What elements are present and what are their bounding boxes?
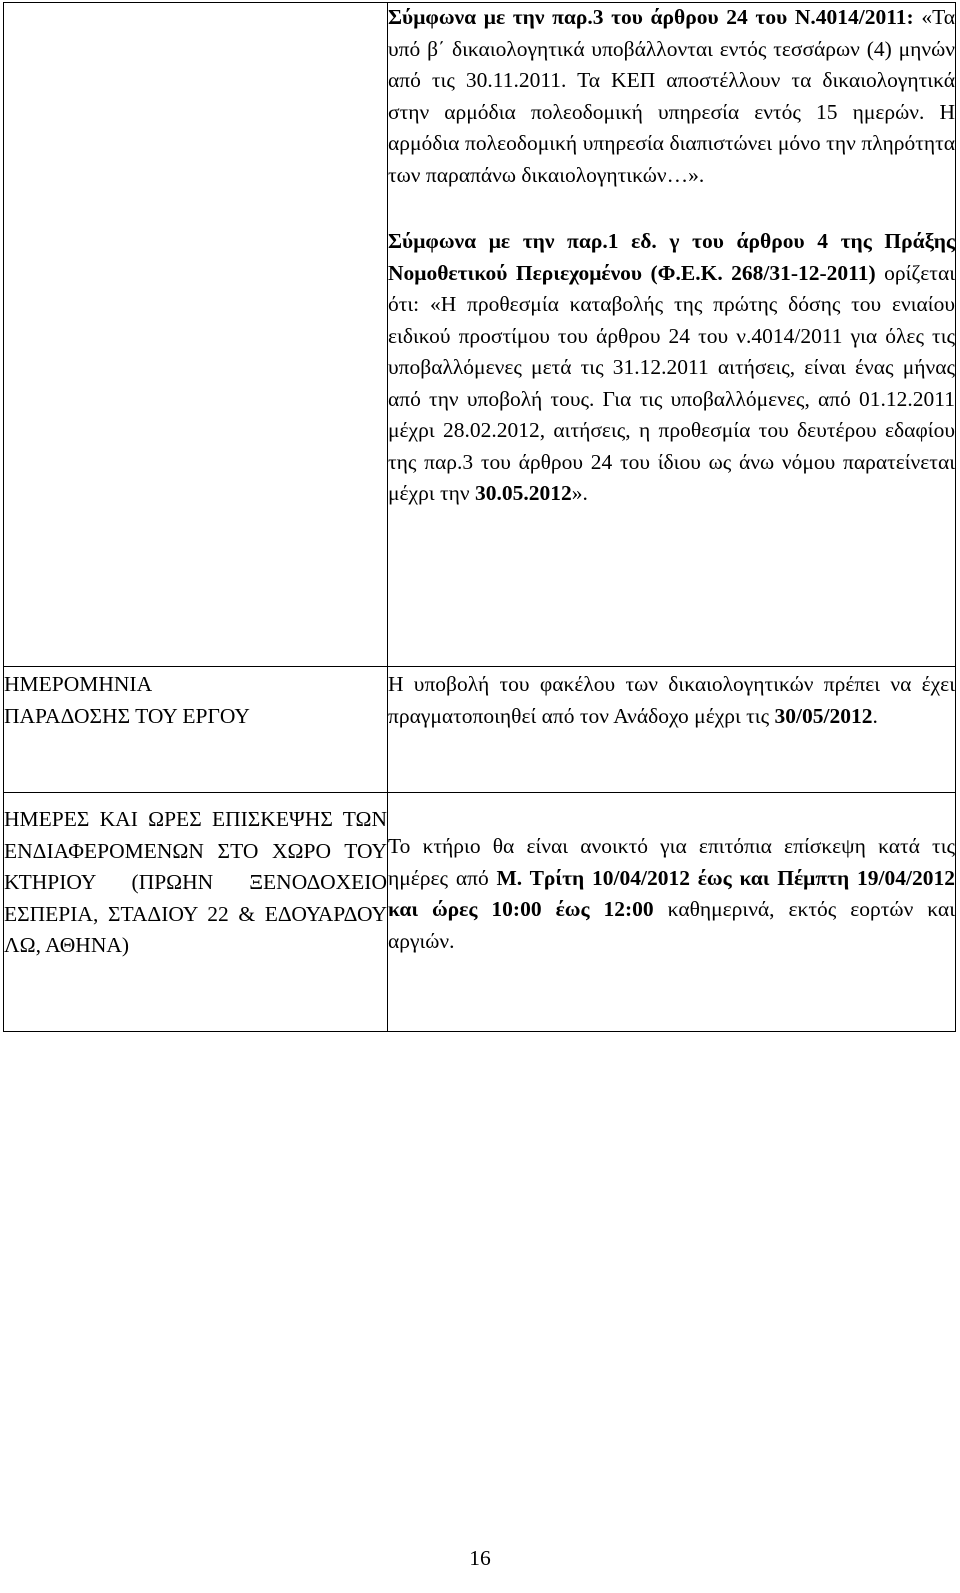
text-run-bold: Μ. Τρίτη 10/04/2012 έως και Πέμπτη 19/04/2012 και ώρες 10:00 έως 12:00	[388, 865, 955, 921]
text-run: ορίζεται ότι: «Η προθεσμία καταβολής της πρώτης δόσης του ενιαίου ειδικού προστίμου του άρθρου 24 του ν.4014/2011 για όλες τις υποβαλλόμενες μετά τις 31.12.2011 αιτήσεις, είναι ένας μήνας από την υποβολή τους. Για τις υποβαλλόμενες, από 01.12.2011 μέχρι 28.02.2012, αιτήσεις, η προθεσμία του δευτέρου εδαφίου της παρ.3 του άρθρου 24 του ίδιου ως άνω νόμου παρατείνεται μέχρι την	[388, 260, 955, 505]
table-row	[4, 3, 956, 667]
text-run-bold: Σύμφωνα με την παρ.3 του άρθρου 24 του Ν.4014/2011:	[388, 5, 914, 29]
table-row	[4, 667, 956, 793]
text-run: Η υποβολή του φακέλου των δικαιολογητικών πρέπει να έχει πραγματοποιηθεί από τον Ανάδοχο μέχρι τις	[388, 672, 955, 728]
page-number: 16	[469, 1546, 491, 1570]
delivery-date-label	[4, 669, 387, 732]
row-label-cell	[4, 667, 388, 793]
row-content-cell	[388, 3, 956, 667]
info-table	[3, 2, 956, 1032]
text-run-bold: 30/05/2012	[774, 703, 873, 728]
content-paragraph	[388, 831, 955, 957]
label-line: ΗΜΕΡΟΜΗΝΙΑ	[4, 672, 153, 696]
text-run: «Τα υπό β΄ δικαιολογητικά υποβάλλονται εντός τεσσάρων (4) μηνών από τις 30.11.2011. Τα ΚΕΠ αποστέλλουν τα δικαιολογητικά στην αρμόδια πολεοδομική υπηρεσία εντός 15 ημερών. Η αρμόδια πολεοδομική υπηρεσία διαπιστώνει μόνο την πληρότητα των παραπάνω δικαιολογητικών…».	[388, 5, 956, 187]
row-label-cell	[4, 3, 388, 667]
text-run-bold: Σύμφωνα με την παρ.1 εδ. γ του άρθρου 4 της Πράξης Νομοθετικού Περιεχομένου (Φ.Ε.Κ. 268/31-12-2011)	[388, 229, 955, 285]
content-paragraph	[388, 2, 955, 191]
text-run: .	[872, 703, 878, 728]
visit-hours-label: ΗΜΕΡΕΣ ΚΑΙ ΩΡΕΣ ΕΠΙΣΚΕΨΗΣ ΤΩΝ ΕΝΔΙΑΦΕΡΟΜΕΝΩΝ ΣΤΟ ΧΩΡΟ ΤΟΥ ΚΤΗΡΙΟΥ (ΠΡΩΗΝ ΞΕΝΟΔΟΧΕΙΟ ΕΣΠΕΡΙΑ, ΣΤΑΔΙΟΥ 22 & ΕΔΟΥΑΡΔΟΥ ΛΩ, ΑΘΗΝΑ)	[4, 807, 387, 957]
table-row	[4, 793, 956, 1032]
row-content-cell	[388, 793, 956, 1032]
row-content-cell	[388, 667, 956, 793]
content-paragraph	[388, 226, 955, 510]
text-run: ».	[571, 481, 588, 505]
text-run: Το κτήριο θα είναι ανοικτό για επιτόπια επίσκεψη κατά τις ημέρες από	[388, 834, 955, 890]
row-label-cell	[4, 793, 388, 1032]
label-line: ΠΑΡΑΔΟΣΗΣ ΤΟΥ ΕΡΓΟΥ	[4, 703, 250, 728]
text-run-bold: 30.05.2012	[474, 481, 572, 505]
text-run: καθημερινά, εκτός εορτών και αργιών.	[388, 897, 955, 953]
content-paragraph	[388, 669, 955, 732]
